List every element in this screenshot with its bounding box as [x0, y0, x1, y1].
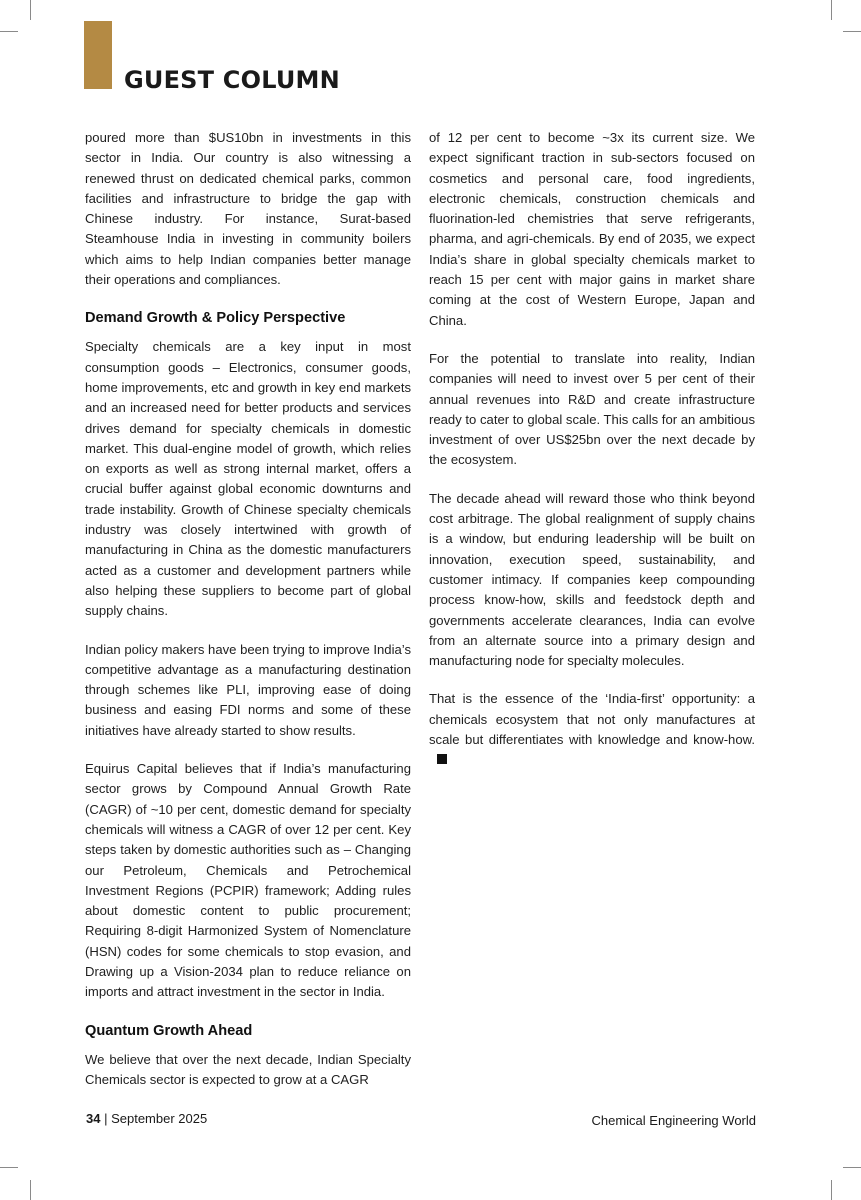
crop-mark — [831, 1180, 832, 1200]
crop-mark — [0, 1167, 18, 1168]
folio-separator: | — [100, 1111, 112, 1126]
paragraph: poured more than $US10bn in investments in this sector in India. Our country is also witnessing a renewed thrust on dedicated chemical parks, common facilities and infrastructure to bridge the gap with Chinese industry. For instance, Surat-based Steamhouse India in investing in community boilers which aims to help Indian companies better manage their operations and compliances. — [85, 130, 411, 288]
paragraph: We believe that over the next decade, Indian Specialty Chemicals sector is expected to grow at a CAGR — [85, 1051, 411, 1087]
paragraph: Specialty chemicals are a key input in most consumption goods – Electronics, consumer goods, home improvements, etc and growth in key end markets and an increased need for better products and services drives demand for specialty chemicals in domestic market. This dual-engine model of growth, which relies on exports as well as strong internal market, offers a crucial buffer against global economic downturns and trade instability. Growth of Chinese specialty chemicals industry was closely intertwined with growth of manufacturing in China as the domestic manufacturers acted as a customer and development partners while also helping these suppliers to become part of global supply chains. — [85, 339, 411, 619]
paragraph-text: That is the essence of the ‘India-first’ opportunity: a chemicals ecosystem that not only manufactures at scale but differentiates with knowledge and know-how. — [429, 691, 755, 748]
publication-name: Chemical Engineering World — [591, 1113, 756, 1128]
section-accent-bar — [84, 21, 112, 89]
crop-mark — [843, 1167, 861, 1168]
section-label: GUEST COLUMN — [124, 66, 340, 94]
section-heading: Quantum Growth Ahead — [85, 1022, 253, 1039]
issue-date: September 2025 — [111, 1111, 208, 1126]
final-paragraph — [429, 689, 755, 770]
right-column — [429, 128, 755, 789]
crop-mark — [831, 0, 832, 20]
crop-mark — [843, 31, 861, 32]
paragraph: The decade ahead will reward those who think beyond cost arbitrage. The global realignment of supply chains is a window, but enduring leadership will be built on innovation, execution speed, sustainability, and customer intimacy. If companies keep compounding process know-how, skills and feedstock depth and governments accelerate clearances, India can evolve from an alternate source into a primary design and manufacturing node for specialty molecules. — [429, 490, 755, 669]
footer-folio — [86, 1111, 207, 1126]
paragraph: Equirus Capital believes that if India’s manufacturing sector grows by Compound Annual Growth Rate (CAGR) of ~10 per cent, domestic demand for specialty chemicals will witness a CAGR of over 12 per cent. Key steps taken by domestic authorities such as – Changing our Petroleum, Chemicals and Petrochemical Investment Regions (PCPIR) framework; Adding rules about domestic content to public procurement; Requiring 8-digit Harmonized System of Nomenclature (HSN) codes for some chemicals to stop evasion, and Drawing up a Vision-2034 plan to reduce reliance on imports and attract investment in the sector in India. — [85, 761, 411, 1000]
paragraph: Indian policy makers have been trying to improve India’s competitive advantage as a manufacturing destination through schemes like PLI, improving ease of doing business and easing FDI norms and some of these initiatives have already started to show results. — [85, 641, 411, 738]
paragraph: of 12 per cent to become ~3x its current size. We expect significant traction in sub-sectors focused on cosmetics and personal care, food ingredients, electronic chemicals, construction chemicals and fluorination-led chemistries that serve refrigerants, pharma, and agri-chemicals. By end of 2035, we expect India’s share in global specialty chemicals market to reach 15 per cent with major gains in market share coming at the cost of Western Europe, Japan and China. — [429, 130, 755, 328]
crop-mark — [30, 0, 31, 20]
section-heading: Demand Growth & Policy Perspective — [85, 310, 346, 327]
paragraph: For the potential to translate into reality, Indian companies will need to invest over 5 per cent of their annual revenues into R&D and create infrastructure ready to cater to global scale. This calls for an ambitious investment of over US$25bn over the next decade by the ecosystem. — [429, 350, 755, 468]
left-column — [85, 128, 411, 1108]
end-of-article-mark — [437, 754, 447, 764]
page-number: 34 — [86, 1111, 101, 1126]
crop-mark — [0, 31, 18, 32]
crop-mark — [30, 1180, 31, 1200]
